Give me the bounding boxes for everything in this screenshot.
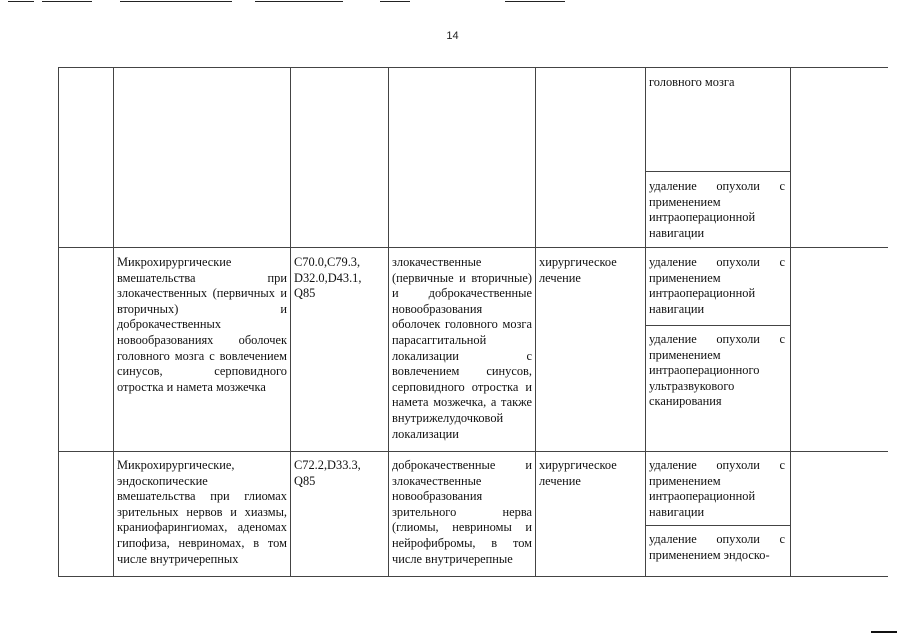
column-divider [645, 67, 646, 577]
method-optic-navigation: удаление опухоли с применением интраоперационной навигации [649, 458, 785, 519]
intervention-meningioma: Микрохирургические вмешательства при злокачественных (первичных и вторичных) и доброкачественных новообразованиях оболочек головного мозга с вовлечением синусов, серповидного отростка и намета мозжечка [117, 255, 287, 394]
method-optic-endoscopy: удаление опухоли с применением эндоско- [649, 532, 785, 562]
method-intraop-navigation: удаление опухоли с применением интраоперационной навигации [649, 179, 785, 240]
column-divider [790, 67, 791, 577]
intervention-optic: Микрохирургические, эндоскопические вмешательства при глиомах зрительных нервов и хиазмы, краниофарингиомах, аденомах гипофиза, невриномах, в том числе внутричерепных [117, 458, 287, 566]
model-meningioma: злокачественные (первичные и вторичные) и доброкачественные новообразования оболочек головного мозга парасаггитальной локализации с вовлечением синусов, серповидного отростка и намета мозжечка, а также внутрижелудочковой локализации [392, 255, 532, 441]
table-bottom-border [58, 576, 888, 577]
treatment-meningioma: хирургическое лечение [539, 255, 617, 285]
column-divider [535, 67, 536, 577]
treatment-optic: хирургическое лечение [539, 458, 617, 488]
row-divider [645, 325, 790, 326]
method-meningioma-navigation: удаление опухоли с применением интраоперационной навигации [649, 255, 785, 316]
column-divider [58, 67, 59, 577]
row-divider [645, 525, 790, 526]
model-optic: доброкачественные и злокачественные новообразования зрительного нерва (глиомы, невриномы и нейрофибромы, в том числе внутричерепные [392, 458, 532, 566]
column-divider [113, 67, 114, 577]
scan-corner-mark [871, 631, 897, 633]
row-divider [645, 171, 790, 172]
method-continuation: головного мозга [649, 75, 735, 89]
column-divider [388, 67, 389, 577]
page-number: 14 [446, 30, 459, 42]
icd-codes-optic: C72.2,D33.3, Q85 [294, 458, 361, 488]
row-divider [58, 451, 888, 452]
column-divider [290, 67, 291, 577]
method-meningioma-ultrasound: удаление опухоли с применением интраоперационного ультразвукового сканирования [649, 332, 785, 409]
row-divider [58, 247, 888, 248]
table-top-border [58, 67, 888, 68]
icd-codes-meningioma: C70.0,C79.3, D32.0,D43.1, Q85 [294, 255, 362, 301]
